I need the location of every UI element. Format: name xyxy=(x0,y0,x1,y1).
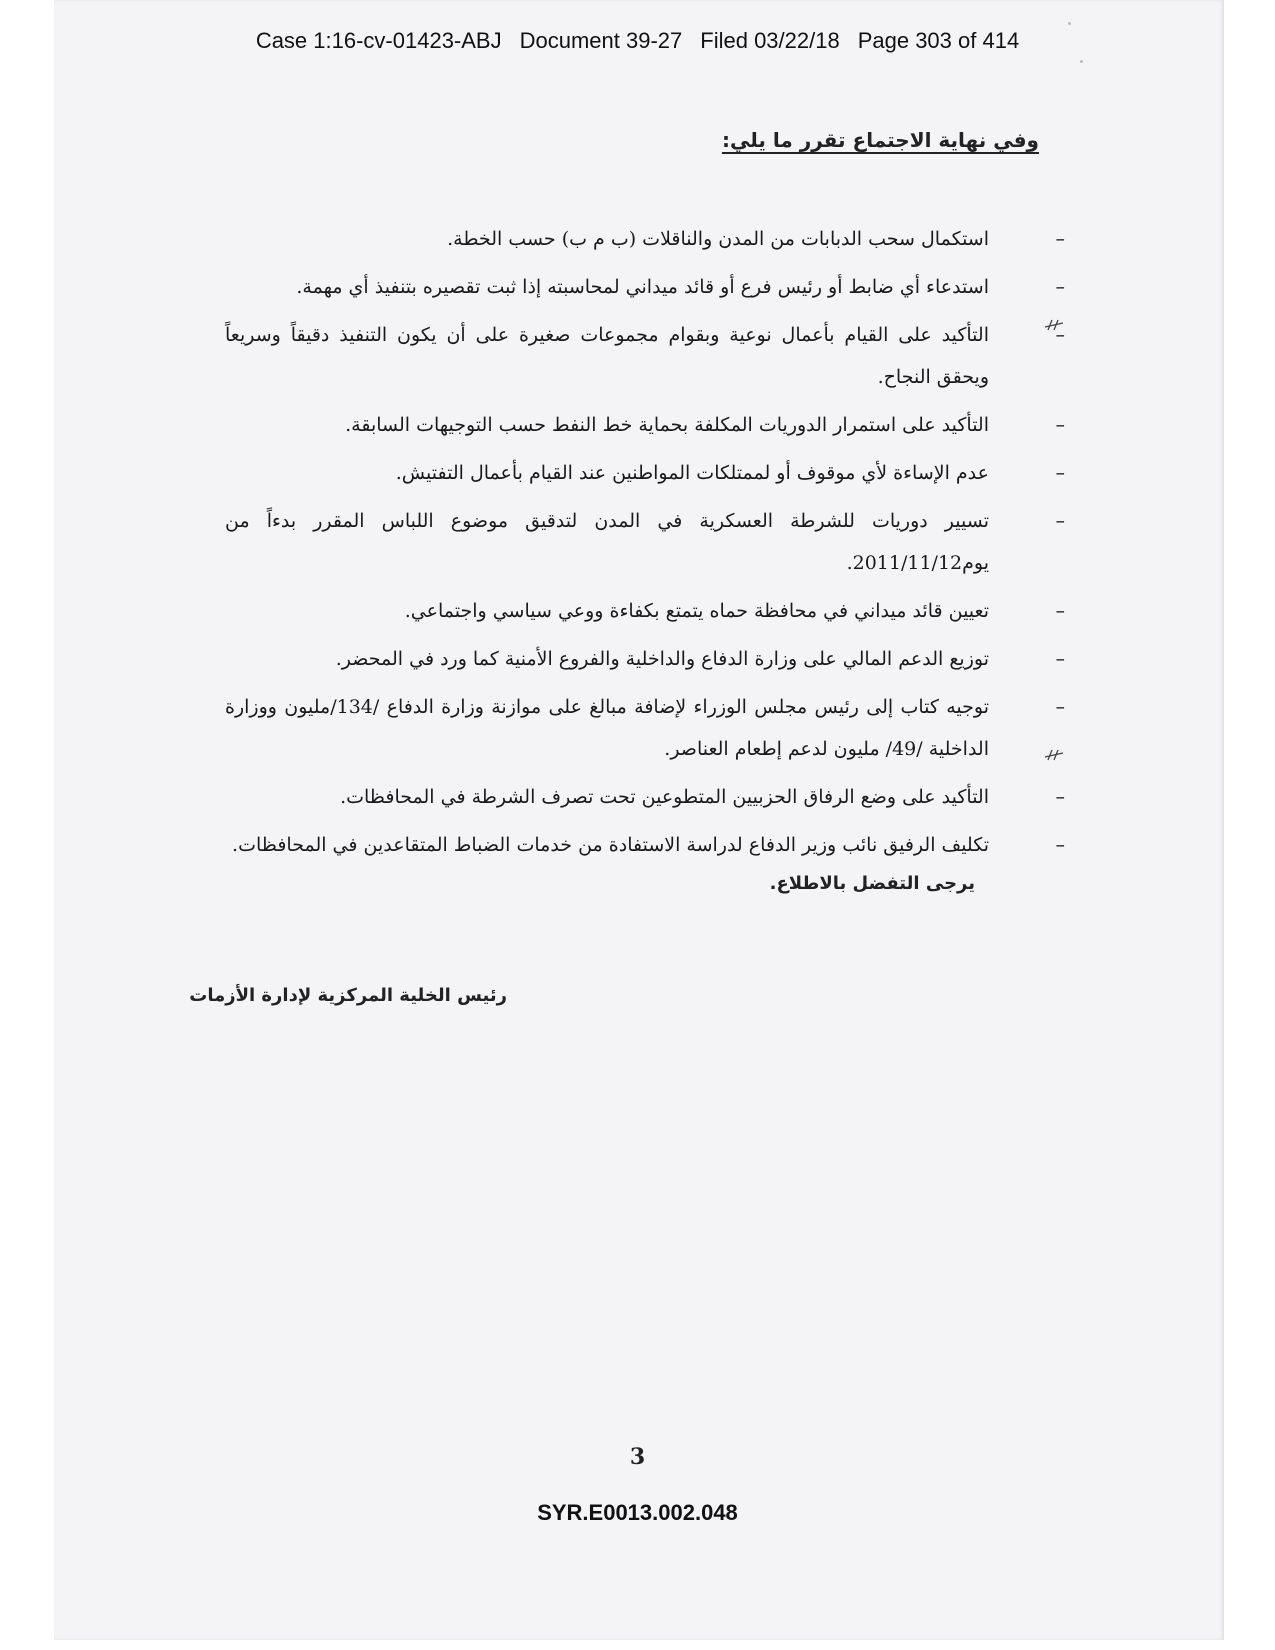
signature-title: رئيس الخلية المركزية لإدارة الأزمات xyxy=(189,985,507,1006)
list-item: – توزيع الدعم المالي على وزارة الدفاع والداخلية والفروع الأمنية كما ورد في المحضر. xyxy=(225,638,1065,680)
page-number: 3 xyxy=(629,1444,646,1470)
list-item: – التأكيد على استمرار الدوريات المكلفة بحماية خط النفط حسب التوجيهات السابقة. xyxy=(225,404,1065,446)
dash-bullet: – xyxy=(1055,834,1065,856)
handwritten-check-icon xyxy=(1043,318,1065,332)
decision-list xyxy=(225,218,1065,872)
bates-number: SYR.E0013.002.048 xyxy=(537,1500,738,1525)
dash-bullet: – xyxy=(1055,276,1065,298)
decisions-heading: وفي نهاية الاجتماع تقرر ما يلي: xyxy=(721,128,1039,152)
document-number: Document 39-27 xyxy=(519,28,683,53)
dash-bullet: – xyxy=(1055,414,1065,436)
scan-margin xyxy=(0,0,54,1650)
dash-bullet: – xyxy=(1055,696,1065,718)
filed-date: Filed 03/22/18 xyxy=(700,28,840,53)
page-of-total: Page 303 of 414 xyxy=(857,28,1020,53)
scan-speck xyxy=(1080,60,1083,63)
dash-bullet: – xyxy=(1055,324,1065,346)
dash-bullet: – xyxy=(1055,228,1065,250)
list-item: – تعيين قائد ميداني في محافظة حماه يتمتع بكفاءة ووعي سياسي واجتماعي. xyxy=(225,590,1065,632)
list-item: – استكمال سحب الدبابات من المدن والناقلات (ب م ب) حسب الخطة. xyxy=(225,218,1065,260)
list-item: – استدعاء أي ضابط أو رئيس فرع أو قائد ميداني لمحاسبته إذا ثبت تقصيره بتنفيذ أي مهمة. xyxy=(225,266,1065,308)
list-item: – عدم الإساءة لأي موقوف أو لممتلكات المواطنين عند القيام بأعمال التفتيش. xyxy=(225,452,1065,494)
dash-bullet: – xyxy=(1055,462,1065,484)
dash-bullet: – xyxy=(1055,786,1065,808)
case-number: Case 1:16-cv-01423-ABJ xyxy=(255,28,502,53)
dash-bullet: – xyxy=(1055,600,1065,622)
court-header xyxy=(0,28,1275,54)
handwritten-check-icon xyxy=(1043,748,1065,762)
list-item: – التأكيد على وضع الرفاق الحزبيين المتطوعين تحت تصرف الشرطة في المحافظات. xyxy=(225,776,1065,818)
scan-speck xyxy=(1068,22,1071,25)
list-item: – التأكيد على القيام بأعمال نوعية وبقوام مجموعات صغيرة على أن يكون التنفيذ دقيقاً وسريعاً ويحقق النجاح. xyxy=(225,314,1065,398)
list-item: – توجيه كتاب إلى رئيس مجلس الوزراء لإضافة مبالغ على موازنة وزارة الدفاع /134/مليون ووزارة الداخلية /49/ مليون لدعم إطعام العناصر. xyxy=(225,686,1065,770)
dash-bullet: – xyxy=(1055,648,1065,670)
dash-bullet: – xyxy=(1055,510,1065,532)
list-item: – تسيير دوريات للشرطة العسكرية في المدن لتدقيق موضوع اللباس المقرر بدءاً من يوم2011/11/12. xyxy=(225,500,1065,584)
list-item: – تكليف الرفيق نائب وزير الدفاع لدراسة الاستفادة من خدمات الضباط المتقاعدين في المحافظات. xyxy=(225,824,1065,866)
closing-line: يرجى التفضل بالاطلاع. xyxy=(769,873,975,894)
